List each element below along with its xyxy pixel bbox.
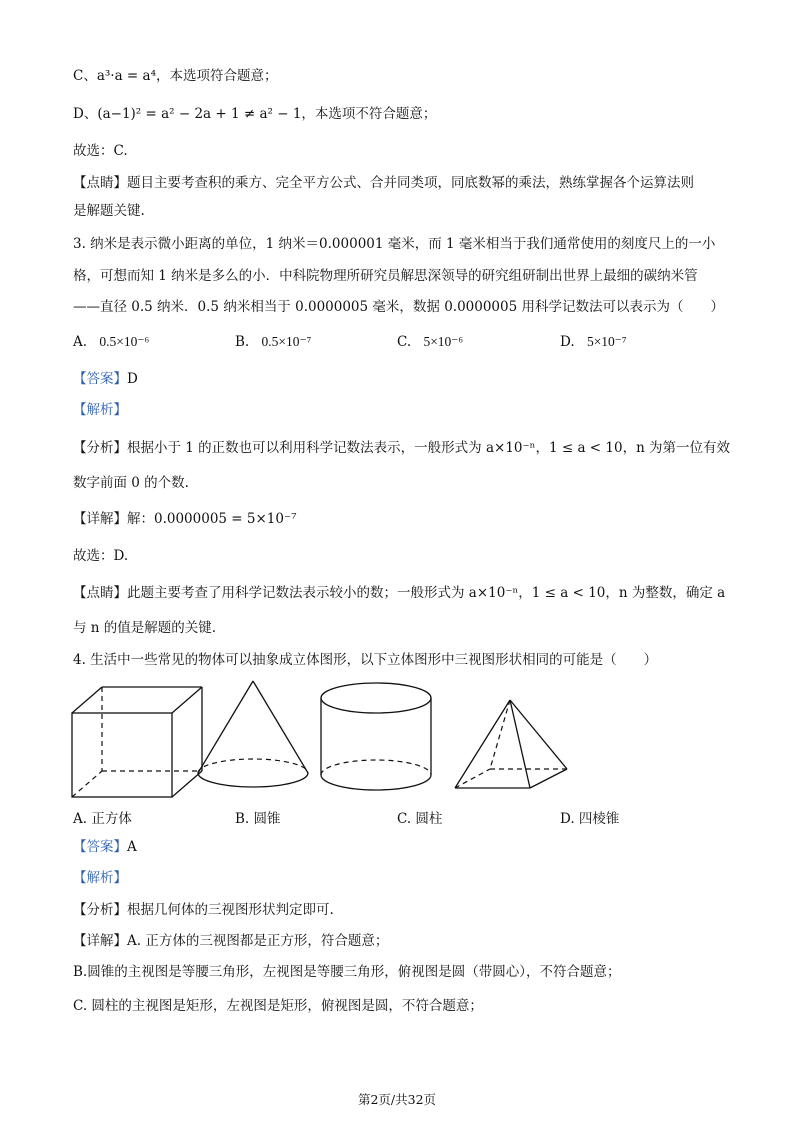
q3-option-d: [560, 334, 627, 350]
cone-figure: [193, 678, 313, 796]
fenxi3-line1: 【分析】根据小于 1 的正数也可以利用科学记数法表示，一般形式为 a×10⁻ⁿ，1 ≤ a < 10，n 为第一位有效: [73, 440, 731, 456]
cube-figure: [70, 685, 210, 800]
q3-option-a-label: A.: [73, 334, 88, 350]
q4-line: 4. 生活中一些常见的物体可以抽象成立体图形，以下立体图形中三视图形状相同的可能是（ ）: [73, 652, 658, 668]
q3-option-b-value: 0.5×10⁻⁷: [261, 334, 312, 349]
cylinder-figure: [318, 680, 438, 798]
pick-c-line: 故选：C.: [73, 143, 128, 159]
answer4-line: [73, 837, 137, 857]
q4-option-d: D. 四棱锥: [560, 811, 620, 827]
answer4-tag: 【答案】: [73, 839, 127, 855]
c-option-line: C、a³·a = a⁴，本选项符合题意；: [73, 68, 278, 84]
q3-option-d-label: D.: [560, 334, 575, 350]
q3-option-b: [235, 334, 311, 350]
answer3-value: D: [127, 371, 138, 387]
q3-option-b-label: B.: [235, 334, 250, 350]
answer3-tag: 【答案】: [73, 371, 127, 387]
q3-option-c-value: 5×10⁻⁶: [423, 334, 464, 349]
q4-option-b: B. 圆锥: [235, 811, 281, 827]
page-footer: 第2页/共32页: [357, 1092, 437, 1107]
q3-option-c-label: C.: [397, 334, 412, 350]
xiangjie4-line: 【详解】A. 正方体的三视图都是正方形，符合题意；: [73, 933, 389, 949]
q3-line3: ——直径 0.5 纳米．0.5 纳米相当于 0.0000005 毫米，数据 0.0000005 用科学记数法可以表示为（ ）: [73, 299, 724, 315]
q4-option-a: A. 正方体: [73, 811, 132, 827]
d-option-line: D、(a−1)² = a² − 2a + 1 ≠ a² − 1，本选项不符合题意；: [73, 106, 437, 122]
note2-line2: 是解题关键.: [73, 203, 145, 219]
fenxi4-line: 【分析】根据几何体的三视图形状判定即可.: [73, 902, 334, 918]
answer4-value: A: [127, 839, 137, 855]
fenxi3-line2: 数字前面 0 的个数.: [73, 475, 189, 491]
q3-line2: 格，可想而知 1 纳米是多么的小．中科院物理所研究员解思深领导的研究组研制出世界上最细的碳纳米管: [73, 268, 698, 284]
note3-line2: 与 n 的值是解题的关键.: [73, 620, 217, 636]
analysis4-tag: 【解析】: [73, 870, 127, 886]
q3-option-c: [397, 334, 463, 350]
q3-option-a: [73, 334, 149, 350]
q3-option-a-value: 0.5×10⁻⁶: [99, 334, 150, 349]
q3-option-d-value: 5×10⁻⁷: [586, 334, 627, 349]
note2-line1: 【点睛】题目主要考查积的乘方、完全平方公式、合并同类项，同底数幂的乘法，熟练掌握各个运算法则: [73, 175, 694, 191]
xiangjie3-line: 【详解】解：0.0000005 = 5×10⁻⁷: [73, 511, 297, 527]
q4-option-c: C. 圆柱: [397, 811, 443, 827]
detail-b-line: B.圆锥的主视图是等腰三角形，左视图是等腰三角形，俯视图是圆（带圆心），不符合题意；: [73, 964, 621, 980]
analysis3-tag: 【解析】: [73, 402, 127, 418]
pyramid-figure: [450, 695, 600, 795]
detail-c-line: C. 圆柱的主视图是矩形，左视图是矩形，俯视图是圆，不符合题意；: [73, 998, 483, 1014]
q3-line1: 3. 纳米是表示微小距离的单位，1 纳米＝0.000001 毫米，而 1 毫米相当于我们通常使用的刻度尺上的一小: [73, 236, 716, 252]
answer3-line: [73, 369, 138, 389]
note3-line1: 【点睛】此题主要考查了用科学记数法表示较小的数；一般形式为 a×10⁻ⁿ，1 ≤ a < 10，n 为整数，确定 a: [73, 585, 726, 601]
pick-d-line: 故选：D.: [73, 548, 129, 564]
